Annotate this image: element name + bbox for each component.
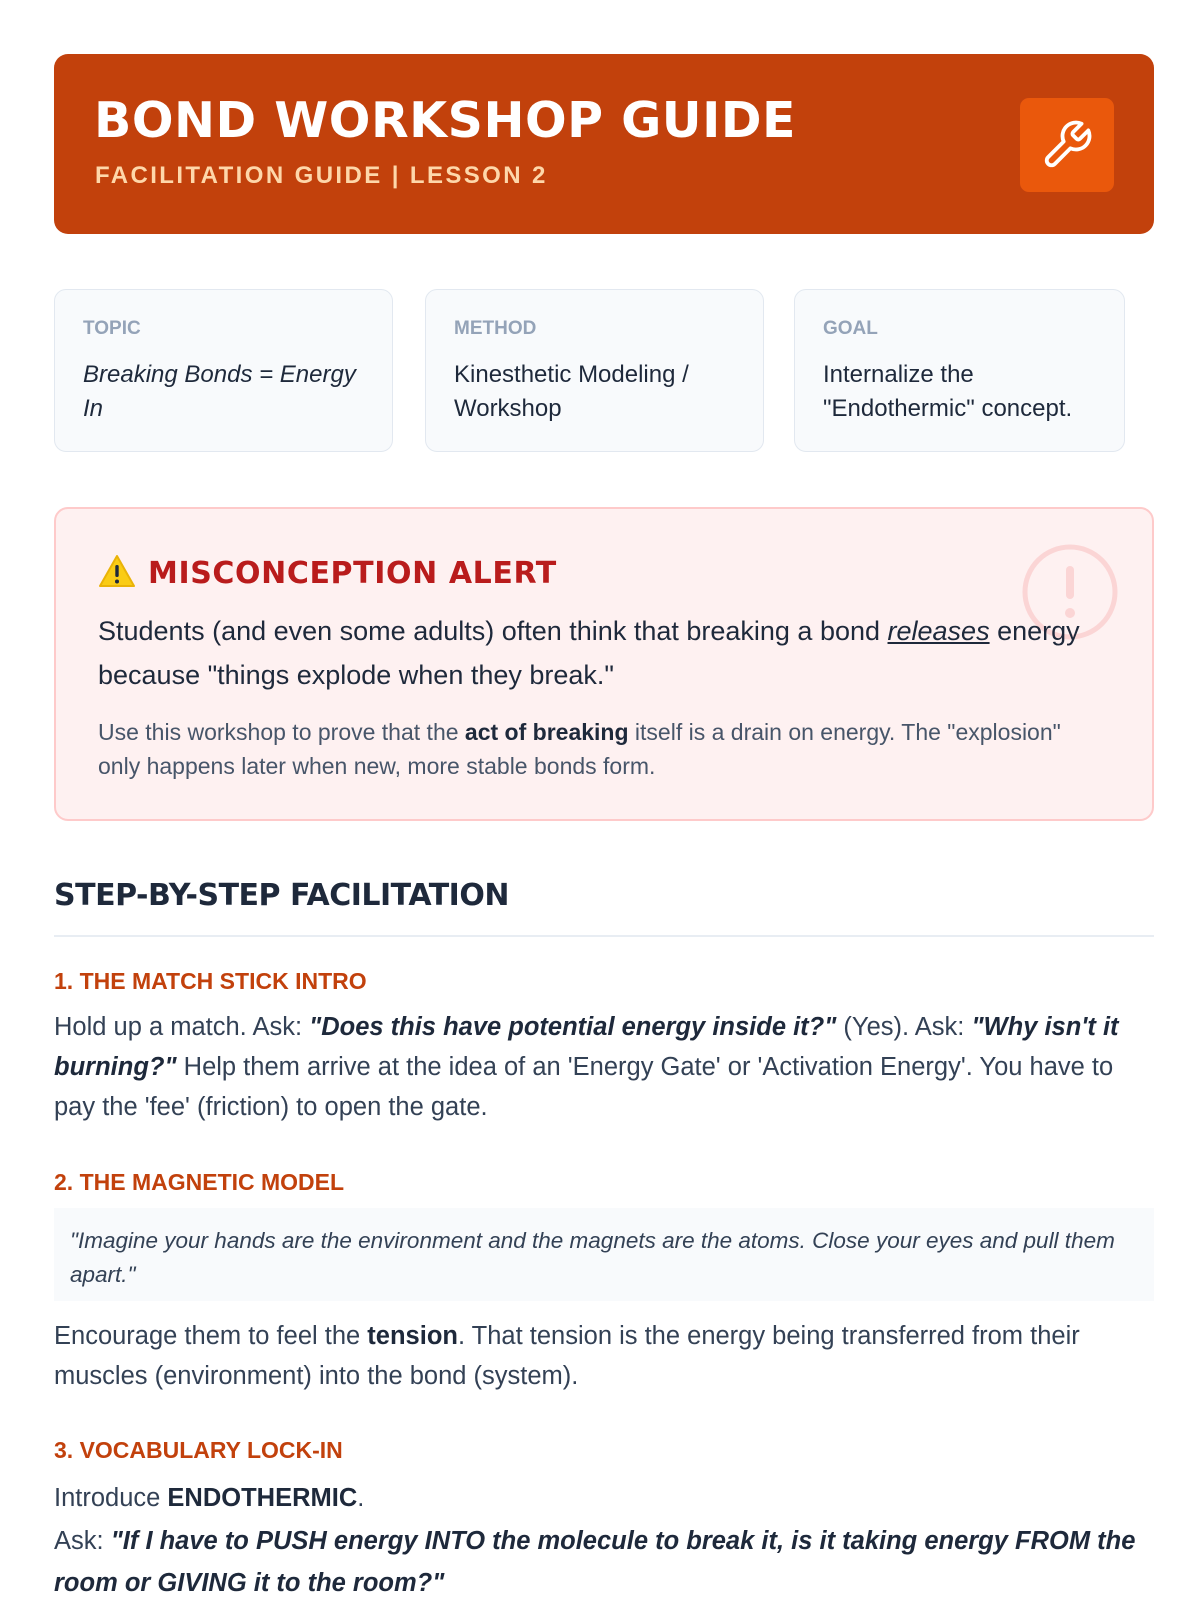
alert-heading [98, 554, 557, 593]
card-label: GOAL [823, 318, 878, 339]
alert-note [98, 715, 1108, 783]
section-divider [54, 935, 1154, 937]
card-value: Kinesthetic Modeling / Workshop [454, 361, 689, 422]
step-text-span: Ask: [54, 1527, 111, 1555]
card-label: TOPIC [83, 318, 141, 339]
alert-title: MISCONCEPTION ALERT [148, 556, 557, 591]
card-label: METHOD [454, 318, 537, 339]
warning-icon [98, 554, 136, 593]
step-2-quote: "Imagine your hands are the environment and the magnets are the atoms. Close your eyes and pull them apart." [54, 1208, 1154, 1301]
alert-body [98, 609, 1108, 697]
alert-note-bold: act of breaking [464, 719, 629, 745]
step-text-span: Encourage them to feel the [54, 1322, 368, 1350]
page-title: BOND WORKSHOP GUIDE [94, 92, 796, 149]
step-text-span: Help them arrive at the idea of an 'Energy Gate' or 'Activation Energy'. You have to pay the 'fee' (friction) to open the gate. [54, 1053, 1114, 1121]
page-subtitle: FACILITATION GUIDE | LESSON 2 [95, 162, 548, 189]
alert-note-text: itself is a drain on energy. The "explosion" only happens later when new, more stable bonds form. [98, 719, 1061, 779]
step-3-intro [54, 1478, 1154, 1518]
card-value: Breaking Bonds = Energy In [83, 361, 356, 422]
step-3-question [54, 1520, 1154, 1600]
info-cards [54, 289, 1154, 452]
step-2-text [54, 1316, 1154, 1396]
step-text-span: . That tension is the energy being transferred from their muscles (environment) into the bond (system). [54, 1322, 1080, 1390]
alert-body-text: energy because "things explode when they break." [98, 616, 1080, 690]
step-bold: tension [367, 1322, 458, 1350]
step-text-span: (Yes). Ask: [836, 1013, 972, 1041]
step-text-span: Hold up a match. Ask: [54, 1013, 310, 1041]
alert-body-text: Students (and even some adults) often think that breaking a bond [98, 616, 888, 646]
section-title: STEP-BY-STEP FACILITATION [54, 878, 509, 913]
step-quote: "If I have to PUSH energy INTO the molecule to break it, is it taking energy FROM the room or GIVING it to the room?" [54, 1527, 1136, 1597]
step-text-span: Introduce [54, 1484, 168, 1512]
card-value: Internalize the "Endothermic" concept. [823, 361, 1073, 422]
vocabulary-term: ENDOTHERMIC [167, 1484, 358, 1512]
alert-emphasis: releases [887, 616, 990, 646]
step-quote: "Does this have potential energy inside it?" [309, 1013, 837, 1041]
topic-card [54, 289, 393, 452]
step-3-heading: 3. VOCABULARY LOCK-IN [54, 1437, 343, 1463]
header-banner [54, 54, 1154, 234]
goal-card [794, 289, 1125, 452]
step-1-heading: 1. THE MATCH STICK INTRO [54, 968, 367, 994]
step-2-heading: 2. THE MAGNETIC MODEL [54, 1169, 345, 1195]
wrench-icon [1020, 98, 1114, 192]
alert-note-text: Use this workshop to prove that the [98, 719, 465, 745]
misconception-alert [54, 507, 1154, 821]
step-quote: "Why isn't it burning?" [54, 1013, 1119, 1081]
method-card [425, 289, 764, 452]
step-1-text [54, 1007, 1154, 1127]
step-text-span: . [357, 1484, 365, 1512]
